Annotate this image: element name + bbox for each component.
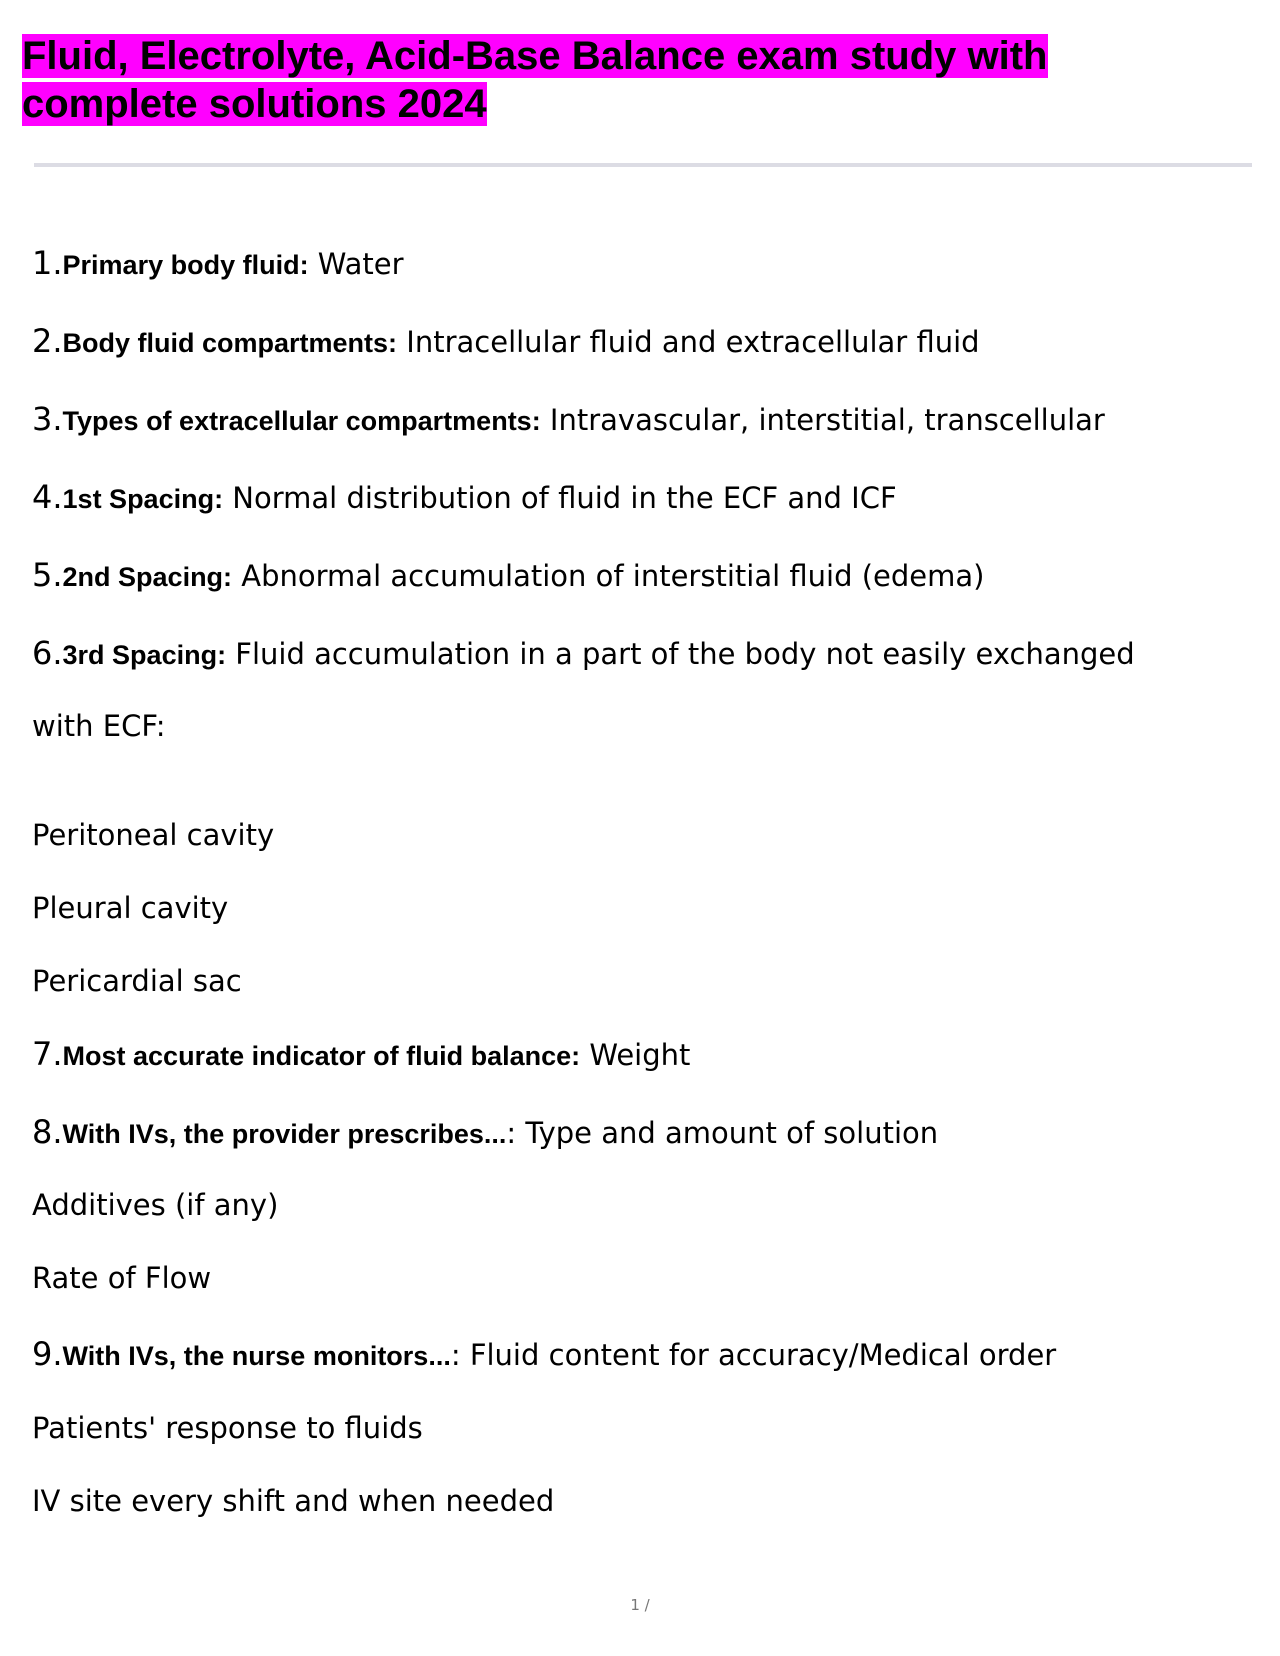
- item-number: 5.: [32, 556, 63, 594]
- item-number: 9.: [32, 1335, 63, 1373]
- item-answer: Intracellular fluid and extracellular fluid: [397, 325, 980, 359]
- item-answer: Intravascular, interstitial, transcellular: [540, 403, 1105, 437]
- item-answer: : Type and amount of solution: [506, 1116, 939, 1150]
- item-number: 2.: [32, 322, 63, 360]
- item-number: 4.: [32, 478, 63, 516]
- item-question: 1st Spacing:: [62, 484, 224, 514]
- answer-continuation: Rate of Flow: [32, 1261, 212, 1295]
- item-question: Types of extracellular compartments:: [62, 406, 541, 436]
- title-line-2: complete solutions 2024: [22, 82, 487, 126]
- answer-continuation: Patients' response to fluids: [32, 1411, 423, 1445]
- qa-item-9: [32, 1334, 1056, 1376]
- page-number: 1 /: [630, 1596, 650, 1614]
- item-question: 3rd Spacing:: [62, 640, 227, 670]
- qa-item-8: [32, 1112, 938, 1154]
- qa-item-3: [32, 399, 1105, 441]
- answer-continuation: Pleural cavity: [32, 891, 229, 925]
- qa-item-5: [32, 555, 984, 597]
- item-question: Most accurate indicator of fluid balance:: [62, 1041, 581, 1071]
- item-question: With IVs, the nurse monitors...: [62, 1341, 451, 1371]
- qa-item-2: [32, 321, 980, 363]
- item-question: Primary body fluid:: [62, 250, 309, 280]
- item-answer: Fluid accumulation in a part of the body not easily exchanged: [226, 637, 1135, 671]
- title-divider: [34, 163, 1252, 167]
- answer-continuation: with ECF:: [32, 709, 166, 743]
- document-title: [22, 32, 1202, 128]
- qa-item-6: [32, 633, 1135, 675]
- item-answer: Abnormal accumulation of interstitial fluid (edema): [232, 559, 985, 593]
- item-answer: Water: [308, 247, 404, 281]
- qa-item-4: [32, 477, 897, 519]
- qa-item-1: [32, 243, 404, 285]
- item-answer: Weight: [580, 1038, 691, 1072]
- qa-item-7: [32, 1034, 690, 1076]
- answer-continuation: Additives (if any): [32, 1188, 279, 1222]
- item-number: 6.: [32, 634, 63, 672]
- item-number: 7.: [32, 1035, 63, 1073]
- item-answer: Normal distribution of fluid in the ECF and ICF: [223, 481, 897, 515]
- item-answer: : Fluid content for accuracy/Medical order: [450, 1338, 1057, 1372]
- item-question: Body fluid compartments:: [62, 328, 398, 358]
- title-line-1: Fluid, Electrolyte, Acid-Base Balance exam study with: [22, 34, 1048, 78]
- item-question: 2nd Spacing:: [62, 562, 233, 592]
- item-number: 1.: [32, 244, 63, 282]
- answer-continuation: Peritoneal cavity: [32, 818, 275, 852]
- item-number: 3.: [32, 400, 63, 438]
- answer-continuation: Pericardial sac: [32, 964, 242, 998]
- item-question: With IVs, the provider prescribes...: [62, 1119, 507, 1149]
- answer-continuation: IV site every shift and when needed: [32, 1484, 555, 1518]
- item-number: 8.: [32, 1113, 63, 1151]
